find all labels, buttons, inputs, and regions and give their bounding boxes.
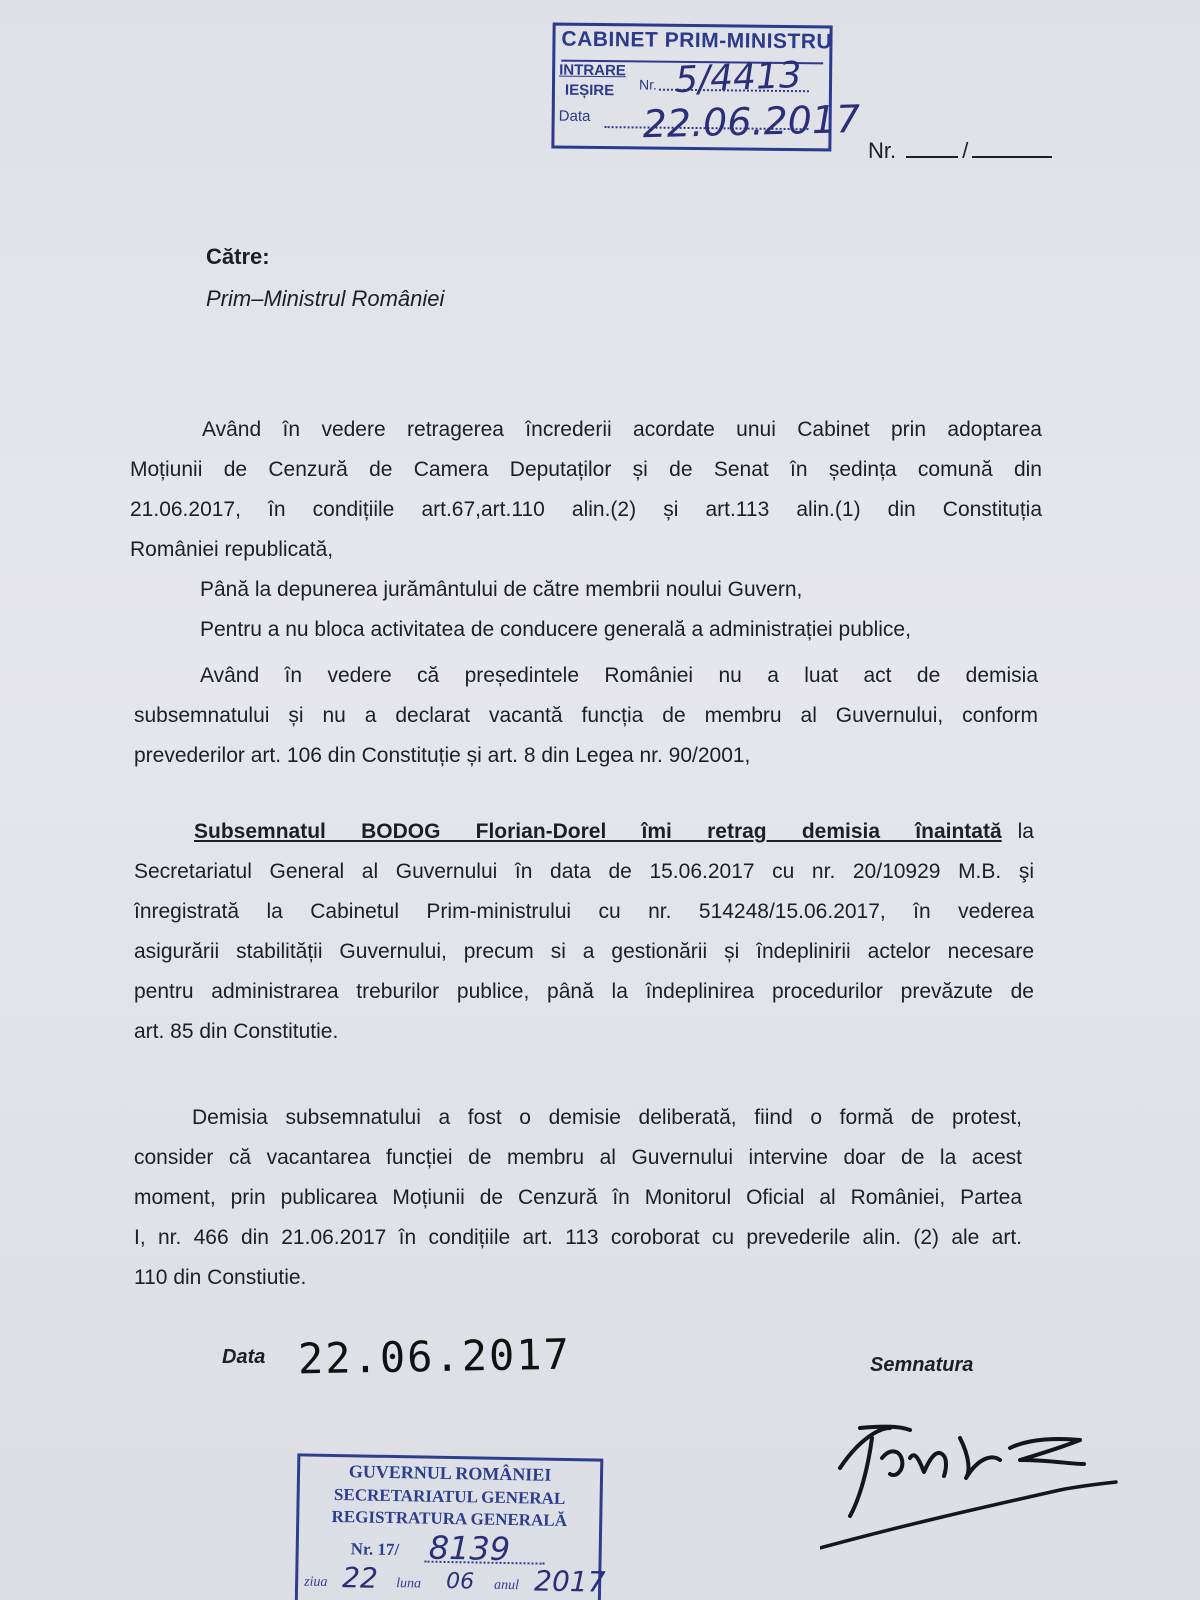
text-line: pentru administrarea treburilor publice, până la îndeplinirea procedurilor prevăzute de [134, 980, 1034, 1003]
stamp-nr-handwritten: 8139 [428, 1528, 511, 1569]
text-line: consider că vacantarea funcției de membru al Guvernului intervine doar de la acest [134, 1146, 1022, 1169]
stamp-nr-label: Nr. 17/ [350, 1539, 400, 1560]
stamp-luna-handwritten: 06 [445, 1568, 475, 1595]
text-line: asigurării stabilității Guvernului, precum si a gestionării și îndeplinirii actelor necesare [134, 940, 1034, 963]
stamp-line-2: SECRETARIATUL GENERAL [333, 1484, 566, 1509]
nr-sep: / [962, 138, 969, 163]
registration-stamp-top [551, 23, 861, 152]
stamp-line-1: GUVERNUL ROMÂNIEI [348, 1461, 552, 1485]
text-line: 110 din Constiutie. [134, 1266, 307, 1289]
text-line: Moțiunii de Cenzură de Camera Deputaților și de Senat în ședința comună din [130, 458, 1042, 481]
date-handwritten: 22.06.2017 [297, 1329, 572, 1384]
stamp-data-label: Data [558, 107, 591, 125]
stamp-zi-label: ziua [304, 1574, 328, 1590]
stamp-title: CABINET PRIM-MINISTRU [561, 27, 833, 54]
text-line: prevederilor art. 106 din Constituție și art. 8 din Legea nr. 90/2001, [134, 744, 751, 767]
nr-blank-2 [972, 140, 1052, 158]
stamp-iesire: IEȘIRE [564, 81, 615, 100]
text-line: 21.06.2017, în condițiile art.67,art.110 alin.(2) și art.113 alin.(1) din Constituția [130, 498, 1042, 521]
stamp-luna-label: luna [395, 1576, 422, 1592]
paragraph-6 [134, 1098, 1022, 1298]
date-label: Data [222, 1346, 266, 1368]
text-line: art. 85 din Constitutie. [134, 1020, 339, 1043]
stamp-anul-handwritten: 2017 [533, 1564, 606, 1599]
registration-stamp-bottom [295, 1453, 604, 1600]
addressee-name: Prim–Ministrul României [206, 286, 445, 311]
text-line: I, nr. 466 din 21.06.2017 în condițiile art. 113 coroborat cu prevederile alin. (2) ale art. [134, 1226, 1022, 1249]
text-line: Având în vedere retragerea încrederii acordate unui Cabinet prin adoptarea [202, 418, 1042, 441]
stamp-nr-handwritten: 5/4413 [674, 54, 803, 102]
stamp-date-handwritten: 22.06.2017 [642, 96, 861, 147]
stamp-zi-handwritten: 22 [341, 1561, 379, 1595]
text-line: înregistrată la Cabinetul Prim-ministrului cu nr. 514248/15.06.2017, în vederea [134, 900, 1034, 923]
paragraph-5 [134, 812, 1034, 1052]
signature-label: Semnatura [870, 1354, 974, 1376]
text-line: Având în vedere că președintele României nu a luat act de demisia [200, 664, 1038, 687]
paragraph-4 [134, 656, 1038, 776]
stamp-intrare: INTRARE [559, 61, 626, 80]
text-fragment: la [1017, 820, 1034, 843]
text-line: subsemnatului și nu a declarat vacantă funcția de membru al Guvernului, conform [134, 704, 1038, 727]
text-line: Demisia subsemnatului a fost o demisie deliberată, fiind o formă de protest, [192, 1106, 1022, 1129]
text-line: României republicată, [130, 538, 334, 561]
stamp-line-3: REGISTRATURA GENERALĂ [331, 1506, 568, 1531]
withdrawal-statement: Subsemnatul BODOG Florian-Dorel îmi retrag demisia înaintată [194, 820, 1002, 843]
text-line: Secretariatul General al Guvernului în data de 15.06.2017 cu nr. 20/10929 M.B. şi [134, 860, 1034, 883]
nr-blank-1 [906, 140, 958, 158]
stamp-nr-label: Nr. [638, 76, 657, 93]
paragraph-3: Pentru a nu bloca activitatea de conducere generală a administrației publice, [200, 618, 911, 641]
stamp-anul-label: anul [493, 1577, 520, 1594]
document-number-line [868, 138, 1056, 164]
p5-first-line [134, 812, 1034, 852]
paragraph-1 [130, 410, 1042, 570]
text-line: moment, prin publicarea Moțiunii de Cenzură în Monitorul Oficial al României, Partea [134, 1186, 1022, 1209]
addressee-label: Către: [206, 244, 270, 269]
handwritten-signature [820, 1398, 1120, 1558]
paragraph-2: Până la depunerea jurământului de către membrii noului Guvern, [200, 578, 803, 601]
nr-label: Nr. [868, 138, 897, 163]
